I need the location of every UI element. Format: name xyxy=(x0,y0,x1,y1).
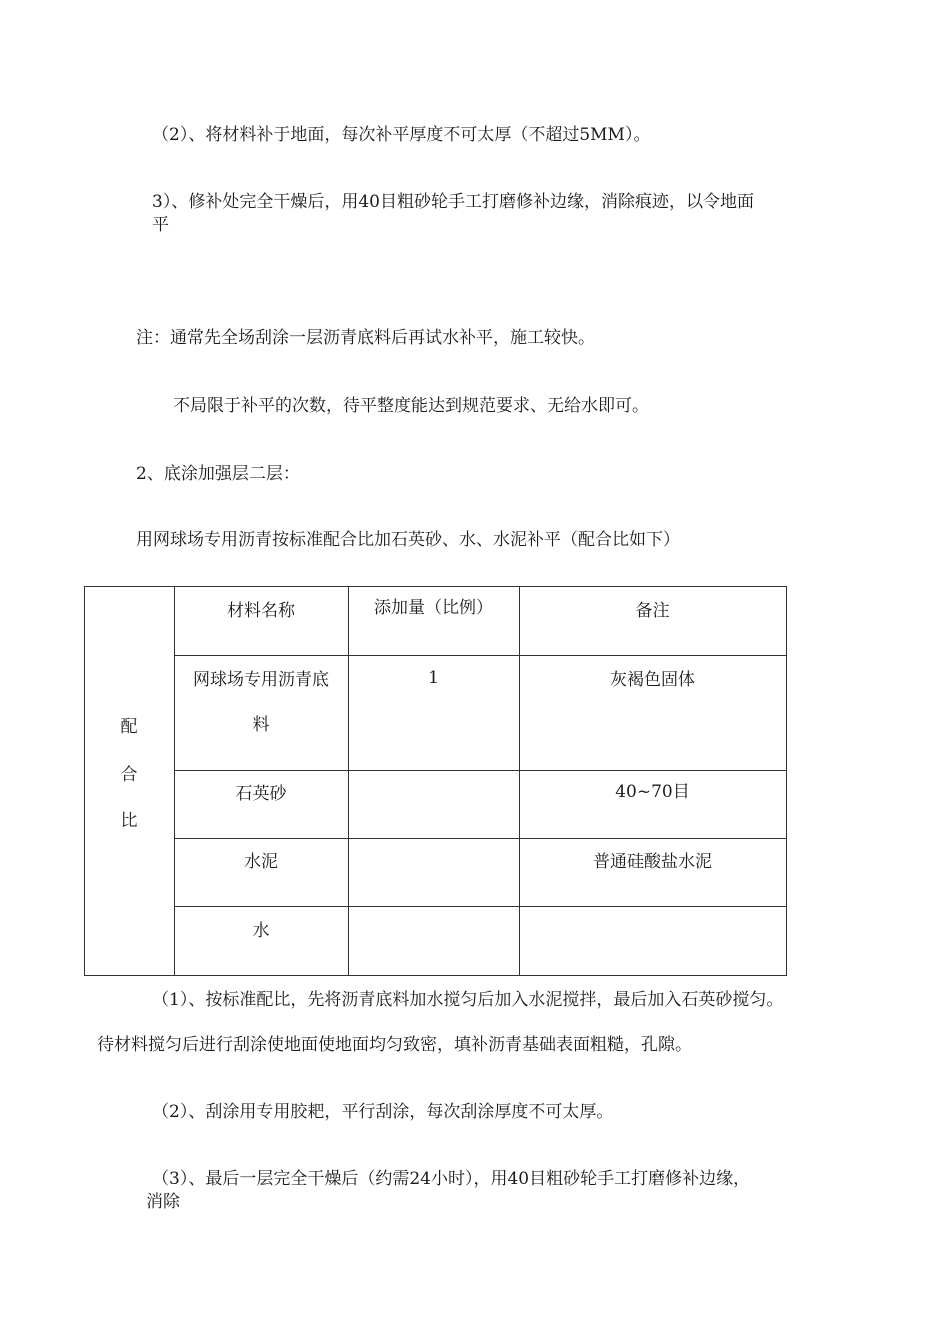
paragraph-mix-step-3-line1: （3）、最后一层完全干燥后（约需24小时），用40目粗砂轮手工打磨修补边缘， xyxy=(152,1169,751,1189)
table-border xyxy=(174,655,787,656)
paragraph-mix-step-2: （2）、刮涂用专用胶耙，平行刮涂，每次刮涂厚度不可太厚。 xyxy=(152,1102,614,1122)
header-remark: 备注 xyxy=(635,601,670,621)
cell-remark: 普通硅酸盐水泥 xyxy=(593,852,712,872)
cell-material-name-cont: 料 xyxy=(252,715,270,735)
cell-remark: 灰褐色固体 xyxy=(610,670,695,690)
paragraph-step-2: （2）、将材料补于地面，每次补平厚度不可太厚（不超过5MM）。 xyxy=(152,125,651,145)
table-border xyxy=(174,586,175,976)
paragraph-step-3-line1: 3）、修补处完全干燥后，用40目粗砂轮手工打磨修补边缘，消除痕迹，以令地面 xyxy=(152,192,754,212)
note-paragraph: 注：通常先全场刮涂一层沥青底料后再试水补平，施工较快。 xyxy=(136,328,595,348)
side-label-char: 比 xyxy=(120,811,138,831)
side-label-char: 配 xyxy=(120,717,138,737)
header-material-name: 材料名称 xyxy=(227,601,295,621)
section-heading: 2、底涂加强层二层： xyxy=(136,464,300,484)
table-intro: 用网球场专用沥青按标准配合比加石英砂、水、水泥补平（配合比如下） xyxy=(136,530,680,550)
table-border xyxy=(786,586,787,976)
table-border xyxy=(84,586,787,587)
cell-material-name: 石英砂 xyxy=(235,784,287,804)
paragraph-mix-step-3-line2: 消除 xyxy=(146,1192,180,1212)
paragraph-mix-step-1-cont: 待材料搅匀后进行刮涂使地面使地面均匀致密，填补沥青基础表面粗糙，孔隙。 xyxy=(97,1035,692,1055)
table-border xyxy=(174,838,787,839)
table-border xyxy=(174,770,787,771)
header-amount: 添加量（比例） xyxy=(374,598,493,618)
table-border xyxy=(174,906,787,907)
cell-remark: 40~70目 xyxy=(615,782,690,802)
side-label-char: 合 xyxy=(120,765,138,785)
note-paragraph-2: 不局限于补平的次数，待平整度能达到规范要求、无给水即可。 xyxy=(173,396,649,416)
cell-amount: 1 xyxy=(428,668,439,688)
table-border xyxy=(84,975,787,976)
table-border xyxy=(348,586,349,976)
cell-material-name: 网球场专用沥青底 xyxy=(193,670,329,690)
cell-material-name: 水泥 xyxy=(244,852,278,872)
cell-material-name: 水 xyxy=(252,921,270,941)
paragraph-step-3-line2: 平 xyxy=(152,215,169,235)
paragraph-mix-step-1: （1）、按标准配比，先将沥青底料加水搅匀后加入水泥搅拌，最后加入石英砂搅匀。 xyxy=(152,990,784,1010)
